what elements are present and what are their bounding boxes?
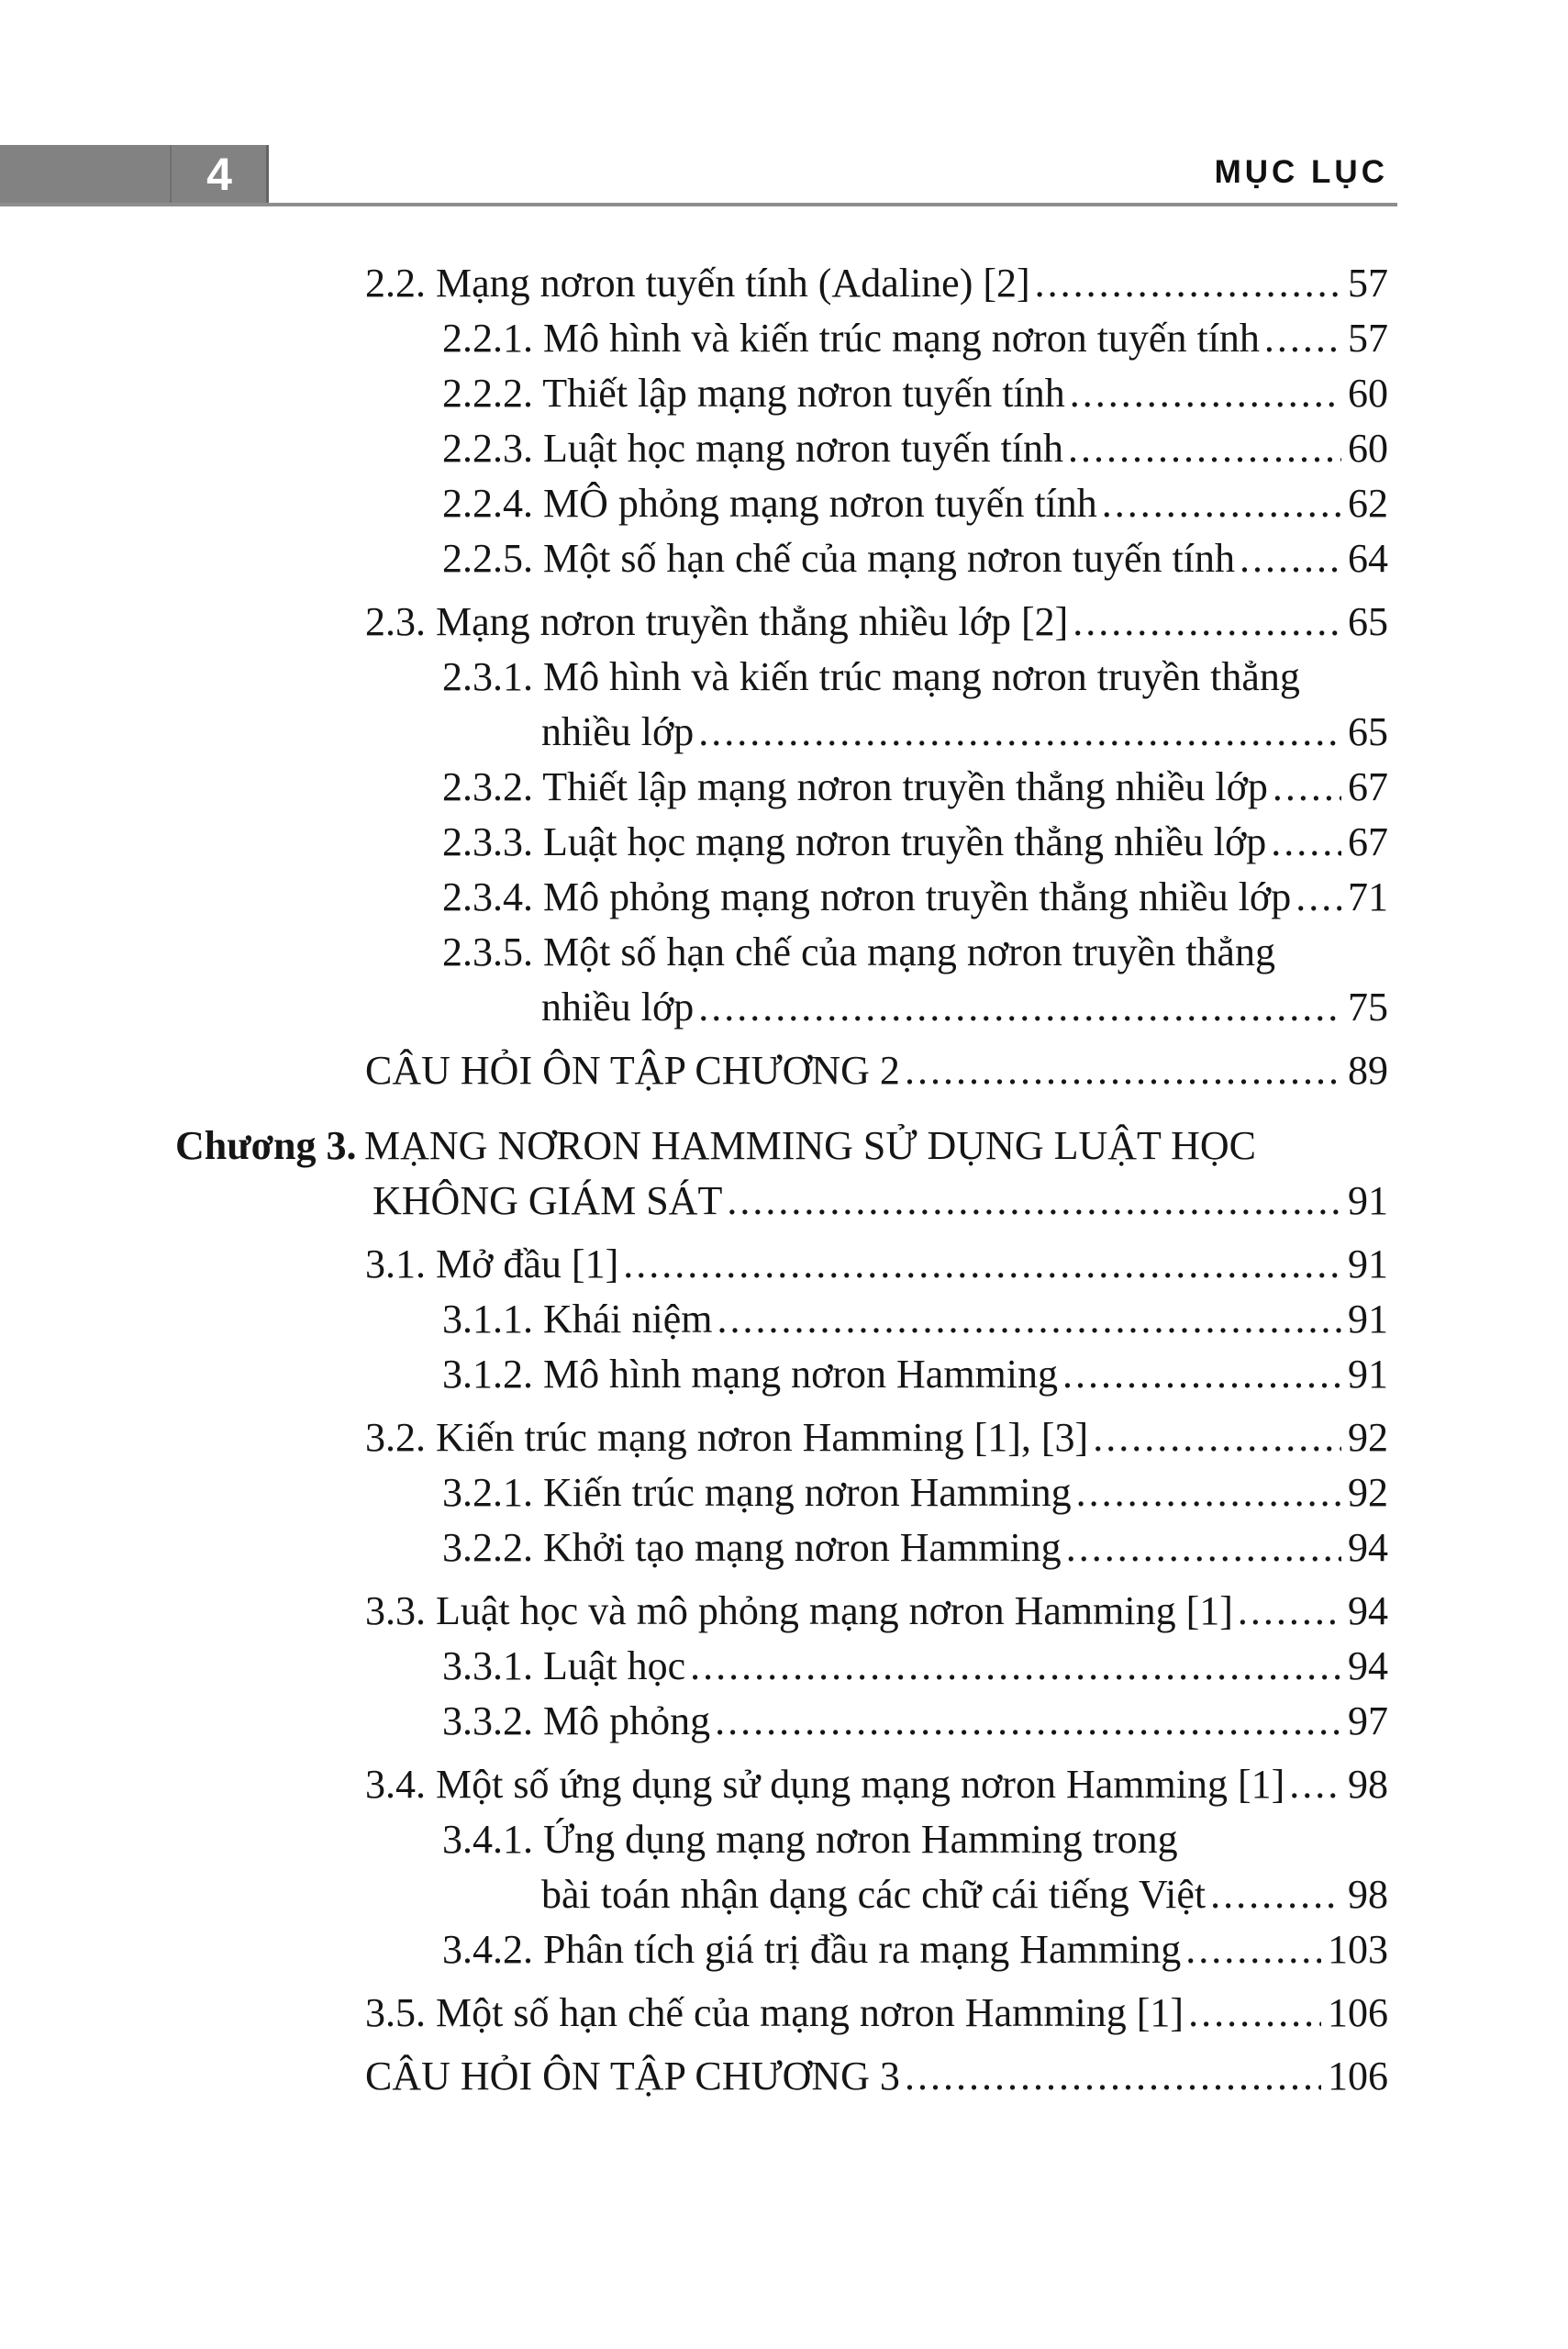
toc-entry-line	[442, 531, 1388, 586]
toc-page-number: 60	[1348, 371, 1388, 416]
dot-leader	[1068, 421, 1341, 476]
toc-entry-line	[541, 1867, 1388, 1922]
page-number: 4	[206, 149, 232, 200]
toc-entry	[0, 1639, 1388, 1694]
toc-entry	[0, 1520, 1388, 1575]
toc-entry-text: MẠNG NƠRON HAMMING SỬ DỤNG LUẬT HỌC	[364, 1123, 1257, 1168]
dot-leader	[1035, 256, 1341, 311]
toc-entry-text: CÂU HỎI ÔN TẬP CHƯƠNG 2	[365, 1048, 900, 1093]
toc-entry-line	[442, 366, 1388, 421]
toc-entry-text: CÂU HỎI ÔN TẬP CHƯƠNG 3	[365, 2054, 900, 2099]
toc-entry-line	[365, 1410, 1388, 1465]
toc-page-number: 92	[1348, 1470, 1388, 1515]
toc-entry-text: 3.4.2. Phân tích giá trị đầu ra mạng Hamming	[442, 1927, 1182, 1972]
toc-entry-line	[442, 1812, 1388, 1867]
toc	[0, 207, 1388, 2104]
dot-leader	[1070, 366, 1341, 421]
toc-entry	[0, 1347, 1388, 1402]
toc-entry-text: 3.4.1. Ứng dụng mạng nơron Hamming trong	[442, 1817, 1178, 1862]
toc-entry-line	[442, 1520, 1388, 1575]
toc-entry-text: 2.3.2. Thiết lập mạng nơron truyền thẳng nhiều lớp	[442, 764, 1268, 809]
dot-leader	[1093, 1410, 1341, 1465]
toc-entry-line	[365, 1584, 1388, 1639]
toc-entry	[0, 1292, 1388, 1347]
toc-entry-text: nhiều lớp	[541, 709, 695, 754]
toc-page-number: 67	[1348, 764, 1388, 809]
dot-leader	[727, 1174, 1341, 1229]
toc-page-number: 91	[1348, 1352, 1388, 1397]
toc-entry	[0, 1237, 1388, 1292]
toc-page-number: 71	[1348, 874, 1388, 919]
dot-leader	[1273, 760, 1341, 815]
toc-entry	[0, 476, 1388, 531]
toc-page-number: 98	[1348, 1762, 1388, 1807]
dot-leader	[1185, 1922, 1321, 1977]
toc-entry-text: 2.3.4. Mô phỏng mạng nơron truyền thẳng nhiều lớp	[442, 874, 1292, 919]
toc-entry	[0, 1465, 1388, 1520]
toc-entry-line	[365, 1986, 1388, 2041]
dot-leader	[1271, 815, 1341, 870]
toc-entry-line	[365, 256, 1388, 311]
toc-entry-text: 3.3. Luật học và mô phỏng mạng nơron Hamming [1]	[365, 1588, 1233, 1633]
toc-entry	[0, 1986, 1388, 2041]
toc-page-number: 57	[1348, 261, 1388, 306]
toc-entry-line	[442, 421, 1388, 476]
toc-page-number: 94	[1348, 1643, 1388, 1688]
toc-entry-text: 2.2.5. Một số hạn chế của mạng nơron tuyến tính	[442, 536, 1235, 581]
toc-entry-text: 2.2. Mạng nơron tuyến tính (Adaline) [2]	[365, 261, 1030, 306]
toc-entry-text: 3.1.2. Mô hình mạng nơron Hamming	[442, 1352, 1058, 1397]
toc-entry-line	[442, 760, 1388, 815]
dot-leader	[1289, 1757, 1341, 1812]
toc-page-number: 62	[1348, 481, 1388, 526]
toc-entry-line	[365, 1043, 1388, 1098]
dot-leader	[1076, 1465, 1341, 1520]
dot-leader	[715, 1694, 1341, 1749]
toc-entry	[0, 1694, 1388, 1749]
toc-entry	[0, 421, 1388, 476]
toc-entry	[0, 1043, 1388, 1098]
toc-entry	[0, 311, 1388, 366]
dot-leader	[698, 980, 1341, 1035]
toc-entry-text: 2.2.1. Mô hình và kiến trúc mạng nơron tuyến tính	[442, 316, 1260, 361]
chapter-label: Chương 3.	[175, 1123, 357, 1168]
toc-entry-line	[442, 870, 1388, 925]
toc-entry-text: 2.2.2. Thiết lập mạng nơron tuyến tính	[442, 371, 1065, 416]
dot-leader	[1062, 1347, 1341, 1402]
toc-entry-text: 3.2.1. Kiến trúc mạng nơron Hamming	[442, 1470, 1072, 1515]
toc-page-number: 98	[1348, 1872, 1388, 1917]
toc-page-number: 89	[1348, 1048, 1388, 1093]
dot-leader	[1073, 595, 1341, 650]
toc-entry	[0, 760, 1388, 815]
toc-entry	[0, 366, 1388, 421]
dot-leader	[905, 2049, 1321, 2104]
toc-entry-text: 3.1.1. Khái niệm	[442, 1297, 713, 1341]
header-rule	[0, 203, 1397, 206]
toc-page-number: 60	[1348, 426, 1388, 471]
toc-entry-line	[365, 2049, 1388, 2104]
toc-entry-line	[541, 705, 1388, 760]
toc-entry-line	[442, 650, 1388, 705]
toc-entry-text: 3.3.2. Mô phỏng	[442, 1698, 711, 1743]
header-title: MỤC LỤC	[1214, 154, 1388, 190]
dot-leader	[1210, 1867, 1341, 1922]
dot-leader	[1240, 531, 1341, 586]
toc-entry-line	[365, 1237, 1388, 1292]
toc-entry	[0, 1584, 1388, 1639]
toc-page-number: 91	[1348, 1241, 1388, 1286]
toc-entry-line	[442, 311, 1388, 366]
dot-leader	[1066, 1520, 1341, 1575]
dot-leader	[1102, 476, 1341, 531]
toc-page-number: 106	[1328, 1990, 1388, 2035]
toc-page-number: 57	[1348, 316, 1388, 361]
toc-entry-line	[365, 1757, 1388, 1812]
toc-entry-text: bài toán nhận dạng các chữ cái tiếng Việt	[541, 1872, 1207, 1917]
toc-page-number: 64	[1348, 536, 1388, 581]
dot-leader	[1238, 1584, 1341, 1639]
toc-entry-text: 3.4. Một số ứng dụng sử dụng mạng nơron Hamming [1]	[365, 1762, 1285, 1807]
dot-leader	[1188, 1986, 1321, 2041]
page-header	[0, 0, 1568, 211]
dot-leader	[698, 705, 1341, 760]
toc-entry	[0, 2049, 1388, 2104]
page-number-bar	[0, 145, 269, 204]
toc-entry-line	[442, 925, 1388, 980]
toc-page-number: 65	[1348, 599, 1388, 644]
toc-entry-text: 2.2.3. Luật học mạng nơron tuyến tính	[442, 426, 1064, 471]
toc-entry	[0, 925, 1388, 1035]
toc-page-number: 103	[1328, 1927, 1388, 1972]
toc-entry	[0, 595, 1388, 650]
toc-entry-line	[365, 595, 1388, 650]
toc-entry-text: 3.3.1. Luật học	[442, 1643, 686, 1688]
toc-page-number: 92	[1348, 1415, 1388, 1460]
toc-entry-text: KHÔNG GIÁM SÁT	[373, 1178, 723, 1223]
toc-entry	[0, 1757, 1388, 1812]
toc-page-number: 75	[1348, 985, 1388, 1030]
toc-entry-text: 2.2.4. MÔ phỏng mạng nơron tuyến tính	[442, 481, 1097, 526]
toc-entry-text: 2.3.5. Một số hạn chế của mạng nơron truyền thẳng	[442, 930, 1275, 974]
dot-leader	[1296, 870, 1341, 925]
toc-entry	[0, 650, 1388, 760]
toc-entry-text: 3.2. Kiến trúc mạng nơron Hamming [1], [3]	[365, 1415, 1089, 1460]
toc-entry-text: 2.3.3. Luật học mạng nơron truyền thẳng nhiều lớp	[442, 819, 1267, 864]
dot-leader	[690, 1639, 1341, 1694]
dot-leader	[623, 1237, 1341, 1292]
toc-entry	[0, 870, 1388, 925]
toc-entry-text: 3.1. Mở đầu [1]	[365, 1241, 619, 1286]
toc-entry-line	[442, 815, 1388, 870]
toc-page-number: 67	[1348, 819, 1388, 864]
toc-entry	[0, 1812, 1388, 1922]
toc-page-number: 94	[1348, 1588, 1388, 1633]
toc-page-number: 94	[1348, 1525, 1388, 1570]
toc-page-number: 91	[1348, 1297, 1388, 1341]
toc-entry-text: nhiều lớp	[541, 985, 695, 1030]
dot-leader	[1264, 311, 1341, 366]
toc-entry	[0, 256, 1388, 311]
toc-entry-line	[442, 1694, 1388, 1749]
toc-entry-line	[373, 1174, 1388, 1229]
toc-entry-line	[442, 1347, 1388, 1402]
toc-page-number: 91	[1348, 1178, 1388, 1223]
toc-chapter-entry	[0, 1119, 1388, 1229]
toc-entry-line	[442, 1292, 1388, 1347]
toc-entry	[0, 815, 1388, 870]
toc-entry	[0, 531, 1388, 586]
toc-entry-text: 3.2.2. Khởi tạo mạng nơron Hamming	[442, 1525, 1062, 1570]
toc-entry-line	[541, 980, 1388, 1035]
toc-page-number: 106	[1328, 2054, 1388, 2099]
toc-entry-text: 3.5. Một số hạn chế của mạng nơron Hamming [1]	[365, 1990, 1184, 2035]
toc-entry-text: 2.3.1. Mô hình và kiến trúc mạng nơron truyền thẳng	[442, 654, 1300, 699]
toc-entry	[0, 1410, 1388, 1465]
toc-entry-line	[175, 1119, 1388, 1174]
toc-entry-line	[442, 1639, 1388, 1694]
toc-entry	[0, 1922, 1388, 1977]
toc-entry-line	[442, 1465, 1388, 1520]
toc-page-number: 65	[1348, 709, 1388, 754]
toc-entry-text: 2.3. Mạng nơron truyền thẳng nhiều lớp [2]	[365, 599, 1069, 644]
dot-leader	[905, 1043, 1341, 1098]
dot-leader	[717, 1292, 1341, 1347]
toc-entry-line	[442, 476, 1388, 531]
toc-entry-line	[442, 1922, 1388, 1977]
toc-page-number: 97	[1348, 1698, 1388, 1743]
